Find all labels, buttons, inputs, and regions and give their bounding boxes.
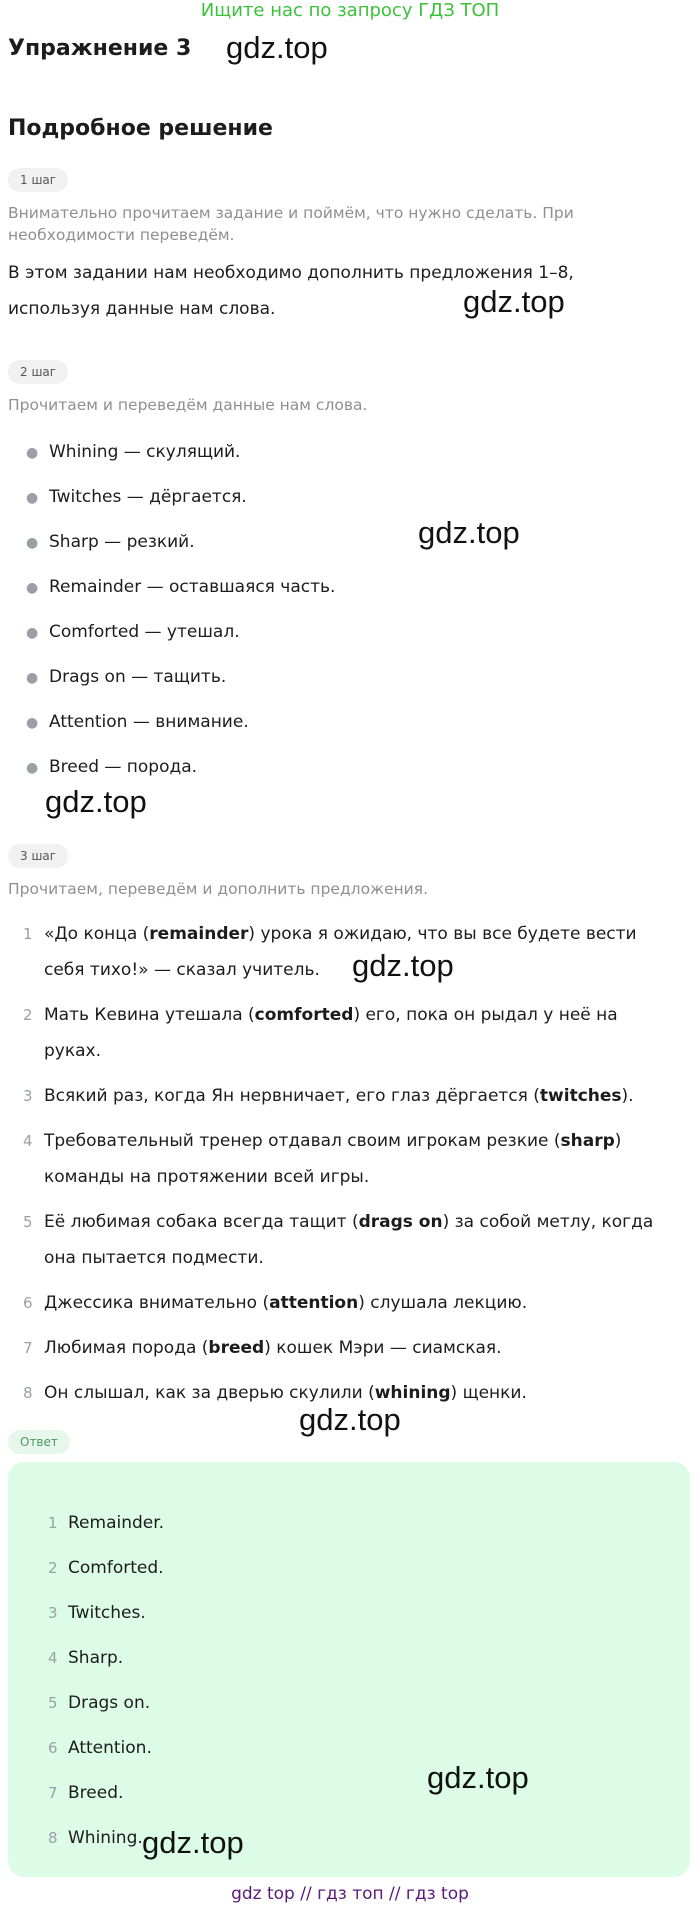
sentences-list [8, 916, 678, 1420]
step-3-description: Прочитаем, переведём и дополнить предложения. [8, 880, 429, 898]
list-item: ● Remainder — оставшаяся часть. [26, 577, 336, 597]
list-item: ● Twitches — дёргается. [26, 487, 247, 507]
watermark: gdz.top [299, 1402, 401, 1437]
list-item: 8 Он слышал, как за дверью скулили (whining) щенки. [23, 1383, 527, 1403]
list-item: 3 Twitches. [48, 1603, 146, 1623]
step-1-description: Внимательно прочитаем задание и поймём, что нужно сделать. При необходимости переведём. [8, 204, 574, 244]
list-item: 7 Breed. [48, 1783, 124, 1803]
list-item: 6 Джессика внимательно (attention) слушала лекцию. [23, 1293, 528, 1313]
answer-list [8, 1512, 690, 1872]
watermark: gdz.top [45, 784, 147, 819]
bullet-icon: ● [26, 715, 39, 731]
footer-links[interactable]: gdz top // гдз топ // гдз top [231, 1884, 469, 1904]
list-item: 3 Всякий раз, когда Ян нервничает, его глаз дёргается (twitches). [23, 1086, 634, 1106]
list-item: ● Drags on — тащить. [26, 667, 227, 687]
step-1-badge: 1 шаг [8, 168, 68, 192]
list-item: ● Whining — скулящий. [26, 442, 241, 462]
list-item: 4 Sharp. [48, 1648, 124, 1668]
list-item: 8 Whining. [48, 1828, 143, 1848]
list-item: 7 Любимая порода (breed) кошек Мэри — сиамская. [23, 1338, 502, 1358]
watermark: gdz.top [418, 515, 520, 550]
step-1-text: В этом задании нам необходимо дополнить предложения 1–8, используя данные нам слова. [8, 263, 574, 319]
answer-box [8, 1462, 690, 1877]
bullet-icon: ● [26, 490, 39, 506]
bullet-icon: ● [26, 625, 39, 641]
list-item: ● Attention — внимание. [26, 712, 249, 732]
step-3-badge: 3 шаг [8, 844, 68, 868]
watermark: gdz.top [226, 30, 328, 65]
list-item: ● Sharp — резкий. [26, 532, 195, 552]
bullet-icon: ● [26, 445, 39, 461]
words-list [22, 441, 335, 801]
list-item: 2 Comforted. [48, 1558, 164, 1578]
list-item: 5 Drags on. [48, 1693, 151, 1713]
answer-badge: Ответ [8, 1430, 70, 1454]
bullet-icon: ● [26, 580, 39, 596]
watermark: gdz.top [352, 948, 454, 983]
list-item: 6 Attention. [48, 1738, 152, 1758]
exercise-title: Упражнение 3 [8, 36, 192, 61]
bullet-icon: ● [26, 760, 39, 776]
list-item: 5 Её любимая собака всегда тащит (drags on) за собой метлу, когда она пытается подмести. [23, 1212, 654, 1268]
list-item: ● Comforted — утешал. [26, 622, 240, 642]
list-item: 4 Требовательный тренер отдавал своим игрокам резкие (sharp) команды на протяжении всей игры. [23, 1131, 622, 1187]
top-banner: Ищите нас по запросу ГДЗ ТОП [200, 0, 500, 21]
list-item: 2 Мать Кевина утешала (comforted) его, пока он рыдал у неё на руках. [23, 1005, 618, 1061]
watermark: gdz.top [142, 1825, 244, 1860]
step-2-description: Прочитаем и переведём данные нам слова. [8, 396, 368, 414]
bullet-icon: ● [26, 670, 39, 686]
bullet-icon: ● [26, 535, 39, 551]
watermark: gdz.top [463, 284, 565, 319]
list-item: ● Breed — порода. [26, 757, 198, 777]
list-item: 1 Remainder. [48, 1513, 165, 1533]
step-2-badge: 2 шаг [8, 360, 68, 384]
list-item: 1 «До конца (remainder) урока я ожидаю, что вы все будете вести себя тихо!» — сказал учитель. [23, 924, 637, 980]
section-title: Подробное решение [8, 116, 273, 141]
watermark: gdz.top [427, 1760, 529, 1795]
